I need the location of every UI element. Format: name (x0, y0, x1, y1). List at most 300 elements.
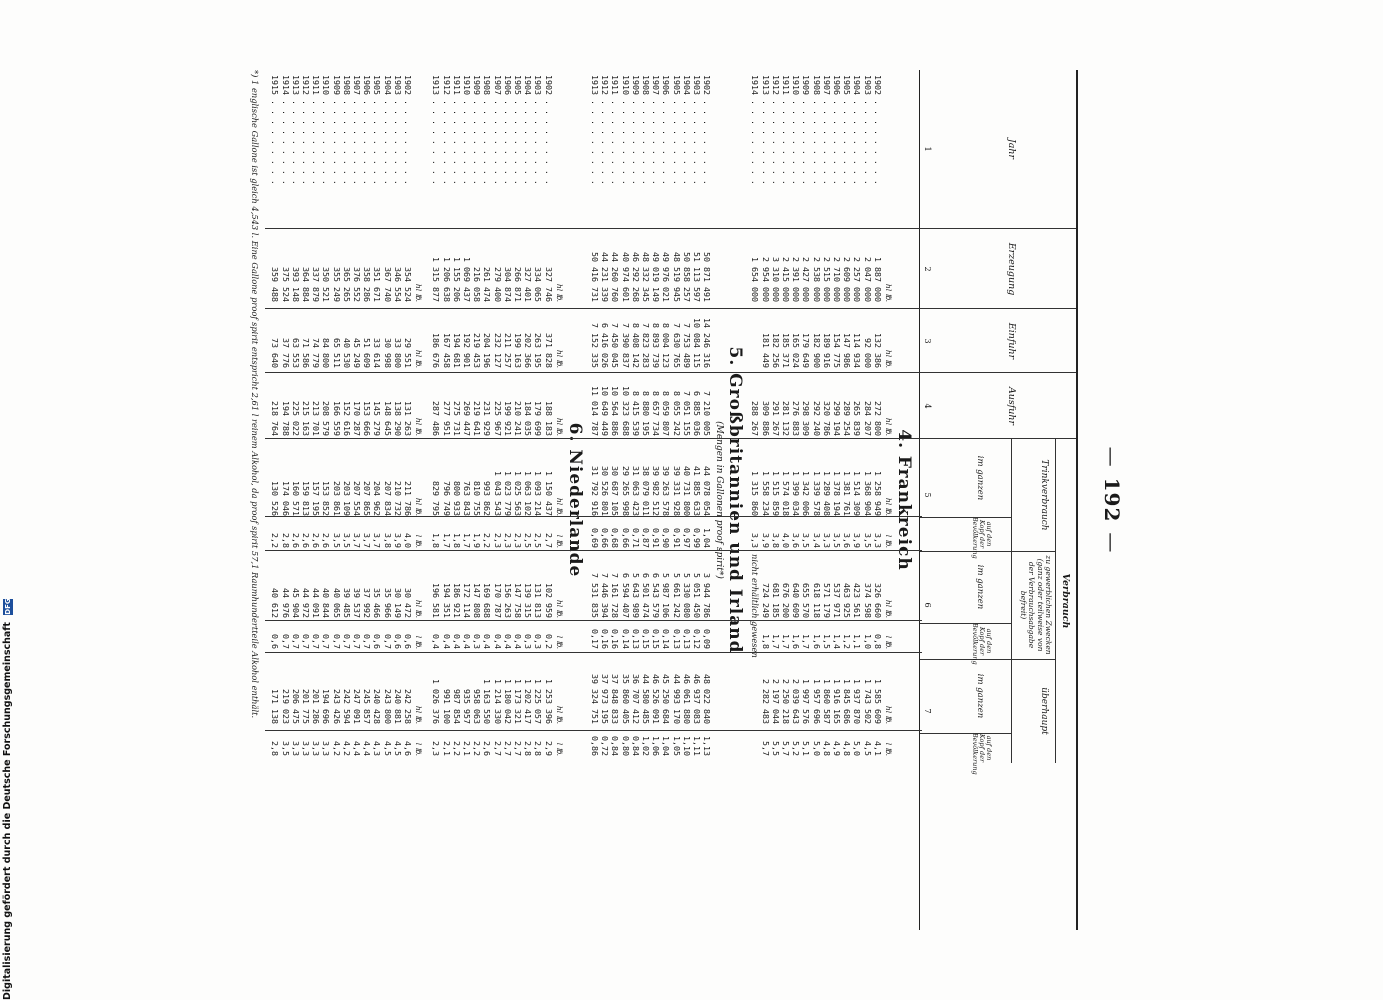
table-cell: 40 065 (331, 588, 342, 618)
table-cell: 1 023 779 (502, 471, 513, 516)
table-cell: 1,7 (441, 533, 452, 548)
table-row (841, 70, 851, 930)
table-cell: 33 800 (392, 338, 403, 368)
table-row (310, 70, 320, 930)
table-cell: 170 287 (351, 401, 362, 436)
table-cell: 263 195 (532, 333, 543, 368)
table-cell: 181 449 (760, 333, 771, 368)
table-cell: 1 743 502 (862, 679, 873, 724)
table-cell: 147 808 (471, 583, 482, 618)
table-cell: 0,7 (320, 634, 331, 649)
table-cell: 35 860 405 (620, 674, 631, 724)
table-cell: 1 368 904 (862, 471, 873, 516)
table-row (609, 70, 619, 930)
table-cell: 0,71 (630, 528, 641, 548)
row-year: 1903 . . . . . . . . . (862, 75, 873, 185)
table-cell: 182 900 (811, 333, 822, 368)
table-cell: 182 256 (770, 333, 781, 368)
table-cell: 0,15 (650, 629, 661, 649)
table-cell: 39 324 751 (589, 674, 600, 724)
table-cell: 138 290 (392, 401, 403, 436)
table-cell: 337 879 (310, 267, 321, 302)
table-cell: 218 764 (269, 401, 280, 436)
table-cell: 2,7 (502, 741, 513, 756)
row-year: 1902 . . . . . . . . . (701, 75, 712, 185)
table-cell: 50 416 731 (589, 252, 600, 302)
table-cell: 0,7 (382, 634, 393, 649)
table-cell: 202 366 (522, 333, 533, 368)
table-cell: 3 944 786 (701, 573, 712, 618)
table-cell: 10 649 449 (599, 386, 610, 436)
table-cell: 829 795 (430, 481, 441, 516)
unit-label: hl ℔. (883, 497, 893, 516)
table-cell: 213 701 (310, 401, 321, 436)
table-cell: 131 813 (532, 583, 543, 618)
table-cell: 1 289 408 (821, 471, 832, 516)
row-year: 1910 . . . . . . . . . (620, 75, 631, 185)
section-title: 4. Frankreich (893, 429, 914, 571)
row-year: 1911 . . . . . . . . . (780, 75, 791, 185)
header-im-ganzen: im ganzen (974, 564, 985, 610)
table-cell: 240 881 (392, 689, 403, 724)
table-cell: 29 551 (402, 338, 413, 368)
table-cell: 1 155 206 (451, 257, 462, 302)
table-cell: 763 843 (461, 481, 472, 516)
table-cell: 4,4 (351, 741, 362, 756)
table-cell: 203 109 (341, 481, 352, 516)
table-cell: 4,5 (392, 741, 403, 756)
table-cell: 0,13 (630, 629, 641, 649)
row-year: 1906 . . . . . . . . . (502, 75, 513, 185)
table-cell: 3,8 (770, 533, 781, 548)
table-cell: 7 161 728 (609, 573, 620, 618)
table-cell: 5,7 (760, 741, 771, 756)
units-row (552, 70, 562, 930)
header-col-number: 6 (922, 602, 932, 608)
table-cell: 207 865 (361, 481, 372, 516)
footnote: *) 1 englische Gallone ist gleich 4,543 l. Eine Gallone proof spirit entspricht 2,61 l reinem Alkohol, da proof spirit 57,1 Raumhundertteile Alkohol enthält. (249, 70, 260, 719)
table-cell: 156 263 (502, 583, 513, 618)
row-year: 1908 . . . . . . . . . (640, 75, 651, 185)
table-cell: 0,16 (599, 629, 610, 649)
table-cell: 0,17 (589, 629, 600, 649)
table-cell: 327 401 (522, 267, 533, 302)
table-cell: 3,9 (392, 533, 403, 548)
table-cell: 1 069 437 (461, 257, 472, 302)
table-cell: 35 966 (382, 588, 393, 618)
row-year: 1906 . . . . . . . . . (361, 75, 372, 185)
table-cell: 1 585 609 (872, 679, 883, 724)
table-cell: 44 231 339 (599, 252, 610, 302)
table-cell: 6 885 036 (691, 391, 702, 436)
table-cell: 242 594 (341, 689, 352, 724)
table-cell: 48 519 945 (671, 252, 682, 302)
table-cell: 40 844 (320, 588, 331, 618)
header-trinkverbrauch: Trinkverbrauch (1038, 459, 1049, 531)
table-cell: 4,0 (780, 533, 791, 548)
table-cell: 1 399 034 (790, 471, 801, 516)
table-cell: 3,9 (851, 533, 862, 548)
table-cell: 2 710 000 (831, 257, 842, 302)
table-cell: 245 857 (361, 689, 372, 724)
table-cell: 2 047 000 (862, 257, 873, 302)
table-cell: 1,04 (660, 736, 671, 756)
table-cell: 30 472 (402, 588, 413, 618)
table-cell: 1 173 321 (512, 679, 523, 724)
header-gewerblich: zu gewerblichen Zwecken (ganz oder teilweise von der Verbrauchsabgabe befreit) (1018, 555, 1053, 655)
table-cell: 371 828 (543, 333, 554, 368)
column-rule (265, 516, 922, 517)
table-cell: 298 309 (800, 401, 811, 436)
table-cell: 2 391 000 (790, 257, 801, 302)
row-year: 1908 . . . . . . . . . (811, 75, 822, 185)
row-year: 1909 . . . . . . . . . (471, 75, 482, 185)
table-cell: 1,06 (650, 736, 661, 756)
section-title: 5. Großbritannien und Irland (724, 346, 745, 654)
table-cell: 1 214 330 (492, 679, 503, 724)
table-cell: 8 059 807 (660, 391, 671, 436)
table-cell: 30 998 (382, 338, 393, 368)
table-row (629, 70, 639, 930)
table-cell: 204 196 (481, 333, 492, 368)
table-cell: 45 250 684 (660, 674, 671, 724)
column-rule (265, 652, 922, 653)
table-cell: 44 091 (310, 588, 321, 618)
table-cell: 958 063 (471, 689, 482, 724)
table-cell: 796 749 (441, 481, 452, 516)
page-number: —192— (1099, 446, 1124, 554)
table-cell: 281 132 (780, 401, 791, 436)
table-cell: 63 553 (290, 338, 301, 368)
unit-label: l ℔. (413, 742, 423, 756)
header-col-verbrauch (920, 438, 1076, 775)
table-cell: 0,7 (290, 634, 301, 649)
table-cell: 991 100 (441, 689, 452, 724)
table-cell: 0,66 (620, 528, 631, 548)
table-cell: 2,1 (441, 741, 452, 756)
table-row (800, 70, 810, 930)
unit-label: hl ℔. (413, 705, 423, 724)
table-cell: 73 640 (269, 338, 280, 368)
table-cell: 0,4 (512, 634, 523, 649)
table-cell: 40 974 601 (620, 252, 631, 302)
header-jahr: Jahr (1005, 138, 1017, 160)
row-year: 1905 . . . . . . . . . (841, 75, 852, 185)
table-cell: 3,7 (351, 533, 362, 548)
table-row (749, 70, 759, 930)
table-row (820, 70, 830, 930)
table-row (861, 70, 871, 930)
table-cell: 203 861 (331, 481, 342, 516)
table-cell: 1,4 (831, 634, 842, 649)
table-cell: 0,84 (609, 736, 620, 756)
table-cell: 179 699 (532, 401, 543, 436)
table-cell: 0,91 (650, 528, 661, 548)
table-cell: 7 823 283 (640, 323, 651, 368)
table-cell: 351 671 (371, 267, 382, 302)
column-rule (265, 308, 922, 309)
header-auf-den-kopf: auf den Kopf der Bevölkerung (970, 623, 993, 665)
table-cell: 199 921 (502, 401, 513, 436)
row-year: 1911 . . . . . . . . . (609, 75, 620, 185)
table-cell: 2,5 (522, 533, 533, 548)
table-cell: 10 323 688 (620, 386, 631, 436)
table-row (851, 70, 861, 930)
row-year: 1904 . . . . . . . . . (382, 75, 393, 185)
table-cell: 194 696 (320, 689, 331, 724)
table-cell: 2,7 (492, 741, 503, 756)
table-row (640, 70, 650, 930)
table-cell: 724 249 (760, 583, 771, 618)
table-cell: 2 197 044 (770, 679, 781, 724)
table-cell: 38 079 011 (640, 466, 651, 516)
row-year: 1912 . . . . . . . . . (441, 75, 452, 185)
unit-label: l ℔. (413, 534, 423, 548)
table-row (532, 70, 542, 930)
table-cell: 159 813 (300, 481, 311, 516)
table-cell: 304 874 (502, 267, 513, 302)
table-row (330, 70, 340, 930)
table-cell: 11 014 787 (589, 386, 600, 436)
table-cell: 5,0 (811, 741, 822, 756)
table-cell: 225 967 (492, 401, 503, 436)
table-cell: 3,5 (800, 533, 811, 548)
table-cell: 320 786 (821, 401, 832, 436)
unit-label: l ℔. (883, 742, 893, 756)
table-cell: 157 195 (310, 481, 321, 516)
table-cell: 39 263 578 (660, 466, 671, 516)
table-row (371, 70, 381, 930)
table-cell: 2,3 (430, 741, 441, 756)
table-cell: 189 916 (821, 333, 832, 368)
table-row (599, 70, 609, 930)
table-cell: 0,8 (872, 634, 883, 649)
table-cell: 10 084 115 (691, 318, 702, 368)
unit-label: hl ℔. (413, 283, 423, 302)
table-cell: 2 609 000 (841, 257, 852, 302)
table-cell: 7 446 394 (599, 573, 610, 618)
table-cell: 2 427 000 (800, 257, 811, 302)
table-cell: 4,3 (371, 741, 382, 756)
table-row (680, 70, 690, 930)
table-cell: 261 474 (481, 267, 492, 302)
table-cell: 334 065 (532, 267, 543, 302)
table-row (440, 70, 450, 930)
table-cell: 3,6 (841, 533, 852, 548)
table-cell: 199 163 (512, 333, 523, 368)
section-subtitle: (Mengen in Gallonen proof spirit*) (713, 421, 724, 579)
row-year: 1906 . . . . . . . . . (831, 75, 842, 185)
table-cell: 935 957 (461, 689, 472, 724)
table-cell: 154 775 (831, 333, 842, 368)
table-cell: 2,6 (310, 533, 321, 548)
table-cell: 463 925 (841, 583, 852, 618)
table-row (769, 70, 779, 930)
divider (920, 733, 1012, 734)
row-year: 1911 . . . . . . . . . (451, 75, 462, 185)
table-cell: 2,8 (532, 741, 543, 756)
table-cell: 993 862 (481, 481, 492, 516)
header-col-erzeugung (920, 228, 1076, 309)
table-cell: 31 063 423 (630, 466, 641, 516)
table-row (501, 70, 511, 930)
table-cell: 0,86 (589, 736, 600, 756)
table-cell: 3,3 (749, 533, 760, 548)
table-cell: 7 210 005 (701, 391, 712, 436)
column-rule (265, 372, 922, 373)
header-ueberhaupt: überhaupt (1038, 687, 1049, 735)
table-cell: 3,3 (821, 533, 832, 548)
table-cell: 3,3 (320, 741, 331, 756)
table-cell: 172 114 (461, 583, 472, 618)
table-cell: 0,3 (532, 634, 543, 649)
table-cell: 48 332 345 (640, 252, 651, 302)
row-year: 1905 . . . . . . . . . (512, 75, 523, 185)
table-cell: 365 265 (341, 267, 352, 302)
table-cell: 1 339 578 (811, 471, 822, 516)
table-cell: 0,69 (589, 528, 600, 548)
table-row (269, 70, 279, 930)
table-cell: 7 450 045 (609, 323, 620, 368)
table-cell: 44 976 (280, 588, 291, 618)
table-cell: 2,7 (543, 533, 554, 548)
table-cell: 167 458 (441, 333, 452, 368)
unit-label: hl ℔. (554, 705, 564, 724)
table-cell: 354 524 (402, 267, 413, 302)
table-cell: 48 022 840 (701, 674, 712, 724)
table-row (320, 70, 330, 930)
table-cell: 131 263 (402, 401, 413, 436)
divider (920, 623, 1012, 624)
table-cell: 1,5 (821, 634, 832, 649)
table-row (831, 70, 841, 930)
table-cell: 1 206 638 (441, 257, 452, 302)
table-cell: 8 055 242 (671, 391, 682, 436)
table-cell: 7 531 835 (589, 573, 600, 618)
table-cell: 7 390 837 (620, 323, 631, 368)
table-cell: 2,2 (451, 741, 462, 756)
table-cell: 2,7 (512, 741, 523, 756)
side-credit (2, 598, 18, 1000)
table-cell: 171 138 (269, 689, 280, 724)
table-cell: 188 183 (543, 401, 554, 436)
table-row (660, 70, 670, 930)
table-cell: 359 488 (269, 267, 280, 302)
table-cell: 50 871 491 (701, 252, 712, 302)
table-cell: 0,14 (660, 629, 671, 649)
table-cell: 206 475 (290, 689, 301, 724)
row-year: 1912 . . . . . . . . . (599, 75, 610, 185)
table-cell: 1 342 006 (800, 471, 811, 516)
table-row (289, 70, 299, 930)
row-year: 1910 . . . . . . . . . (790, 75, 801, 185)
row-year: 1912 . . . . . . . . . (770, 75, 781, 185)
table-row (381, 70, 391, 930)
table-cell: 1 225 057 (532, 679, 543, 724)
table-cell: 1,9 (471, 533, 482, 548)
table-cell: 3,8 (382, 533, 393, 548)
table-cell: 132 386 (872, 333, 883, 368)
table-row (691, 70, 701, 930)
row-year: 1913 . . . . . . . . . (589, 75, 600, 185)
table-cell: 210 732 (392, 481, 403, 516)
unit-label: hl ℔. (883, 417, 893, 436)
table-cell: 0,97 (681, 528, 692, 548)
table-cell: 1 063 102 (522, 471, 533, 516)
table-row (300, 70, 310, 930)
table-cell: 367 740 (382, 267, 393, 302)
table-cell: 65 511 (331, 338, 342, 368)
header-col-ausfuhr (920, 372, 1076, 439)
table-cell: 0,3 (522, 634, 533, 649)
unit-label: hl ℔. (413, 417, 423, 436)
table-cell: 289 254 (841, 401, 852, 436)
table-cell: 166 559 (331, 401, 342, 436)
table-cell: 1 163 550 (481, 679, 492, 724)
table-cell: 0,91 (671, 528, 682, 548)
table-cell: 3 310 000 (770, 257, 781, 302)
table-cell: 39 485 (341, 588, 352, 618)
table-cell: 231 929 (481, 401, 492, 436)
header-im-ganzen: im ganzen (974, 673, 985, 719)
table-cell: 194 788 (280, 401, 291, 436)
table-row (430, 70, 440, 930)
table-cell: 0,7 (331, 634, 342, 649)
table-cell: 1 937 870 (851, 679, 862, 724)
table-cell: 1,6 (790, 634, 801, 649)
table-cell: 5 330 080 (681, 573, 692, 618)
table-cell: 2 515 000 (821, 257, 832, 302)
table-cell: 211 257 (502, 333, 513, 368)
table-cell: 186 921 (451, 583, 462, 618)
table-cell: 346 554 (392, 267, 403, 302)
row-year: 1914 . . . . . . . . . (749, 75, 760, 185)
header-col-number: 4 (922, 403, 932, 409)
row-year: 1908 . . . . . . . . . (341, 75, 352, 185)
table-row (391, 70, 401, 930)
table-cell: 640 609 (790, 583, 801, 618)
table-cell: 8 004 123 (660, 323, 671, 368)
table-cell: 0,7 (280, 634, 291, 649)
table-cell: 287 486 (430, 401, 441, 436)
table-row (461, 70, 471, 930)
unit-label: l ℔. (554, 534, 564, 548)
table-cell: 30 687 105 (609, 466, 620, 516)
table-cell: 0,4 (441, 634, 452, 649)
table-cell: 3,3 (872, 533, 883, 548)
table-cell: 216 058 (471, 267, 482, 302)
table-cell: 194 351 (441, 583, 452, 618)
row-year: 1902 . . . . . . . . . (872, 75, 883, 185)
table-cell: 2,8 (280, 533, 291, 548)
table-cell: 7 152 335 (589, 323, 600, 368)
table-cell: 2,6 (481, 741, 492, 756)
column-rule (265, 550, 922, 551)
table-cell: 1 997 576 (800, 679, 811, 724)
table-cell: 46 526 091 (650, 674, 661, 724)
table-row (361, 70, 371, 930)
table-cell: 276 883 (790, 401, 801, 436)
table-row (810, 70, 820, 930)
table-cell: 1,0 (862, 634, 873, 649)
unit-label: l ℔. (883, 534, 893, 548)
header-col-einfuhr (920, 308, 1076, 373)
unit-label: hl ℔. (554, 349, 564, 368)
table-cell: 130 526 (269, 481, 280, 516)
table-cell: 2,6 (320, 533, 331, 548)
table-cell: 1 887 000 (872, 257, 883, 302)
table-cell: 6 594 407 (620, 573, 631, 618)
